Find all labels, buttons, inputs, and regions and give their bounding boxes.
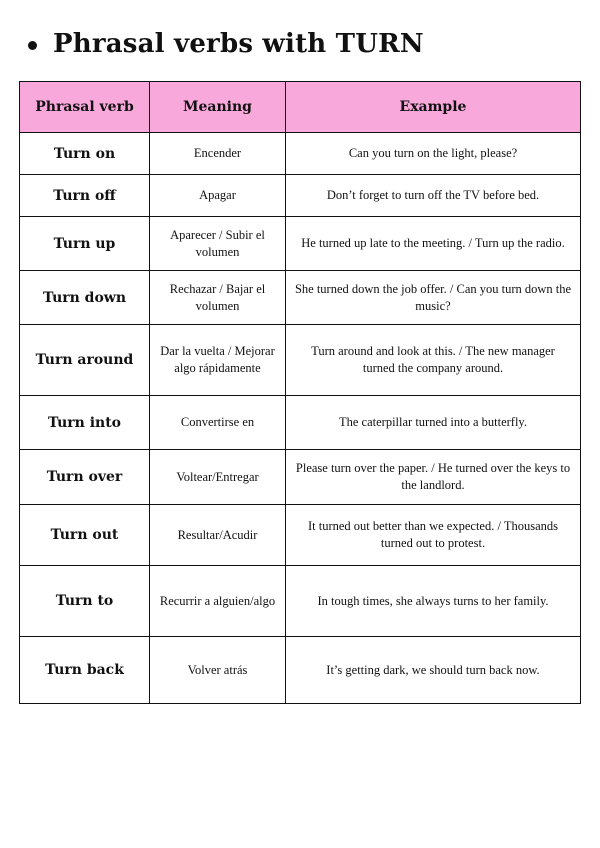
verb-cell: Turn around — [20, 325, 150, 396]
example-cell: It turned out better than we expected. / Thousands turned out to protest. — [286, 505, 581, 566]
verb-cell: Turn back — [20, 637, 150, 704]
table-row — [20, 396, 581, 450]
example-cell: Don’t forget to turn off the TV before bed. — [286, 175, 581, 217]
title-row — [28, 24, 424, 64]
table-row — [20, 271, 581, 325]
table-row — [20, 637, 581, 704]
example-cell: It’s getting dark, we should turn back now. — [286, 637, 581, 704]
table-row — [20, 217, 581, 271]
example-cell: Please turn over the paper. / He turned over the keys to the landlord. — [286, 450, 581, 505]
example-cell: She turned down the job offer. / Can you turn down the music? — [286, 271, 581, 325]
page-title: Phrasal verbs with TURN — [53, 29, 424, 59]
meaning-cell: Voltear/Entregar — [150, 450, 286, 505]
verb-cell: Turn into — [20, 396, 150, 450]
verb-cell: Turn over — [20, 450, 150, 505]
meaning-cell: Aparecer / Subir el volumen — [150, 217, 286, 271]
table-row — [20, 175, 581, 217]
table-row — [20, 505, 581, 566]
meaning-cell: Convertirse en — [150, 396, 286, 450]
phrasal-verbs-table — [19, 81, 581, 704]
table-row — [20, 325, 581, 396]
table-row — [20, 450, 581, 505]
table-header-row — [20, 82, 581, 133]
column-header-example: Example — [286, 82, 581, 133]
meaning-cell: Volver atrás — [150, 637, 286, 704]
example-cell: In tough times, she always turns to her family. — [286, 566, 581, 637]
meaning-cell: Rechazar / Bajar el volumen — [150, 271, 286, 325]
verb-cell: Turn off — [20, 175, 150, 217]
meaning-cell: Recurrir a alguien/algo — [150, 566, 286, 637]
verb-cell: Turn down — [20, 271, 150, 325]
column-header-meaning: Meaning — [150, 82, 286, 133]
table-row — [20, 133, 581, 175]
verb-cell: Turn up — [20, 217, 150, 271]
verb-cell: Turn to — [20, 566, 150, 637]
bullet-icon — [28, 41, 37, 50]
meaning-cell: Encender — [150, 133, 286, 175]
meaning-cell: Apagar — [150, 175, 286, 217]
table-row — [20, 566, 581, 637]
example-cell: He turned up late to the meeting. / Turn up the radio. — [286, 217, 581, 271]
verb-cell: Turn out — [20, 505, 150, 566]
example-cell: Can you turn on the light, please? — [286, 133, 581, 175]
column-header-phrasal-verb: Phrasal verb — [20, 82, 150, 133]
meaning-cell: Resultar/Acudir — [150, 505, 286, 566]
example-cell: The caterpillar turned into a butterfly. — [286, 396, 581, 450]
meaning-cell: Dar la vuelta / Mejorar algo rápidamente — [150, 325, 286, 396]
verb-cell: Turn on — [20, 133, 150, 175]
example-cell: Turn around and look at this. / The new manager turned the company around. — [286, 325, 581, 396]
